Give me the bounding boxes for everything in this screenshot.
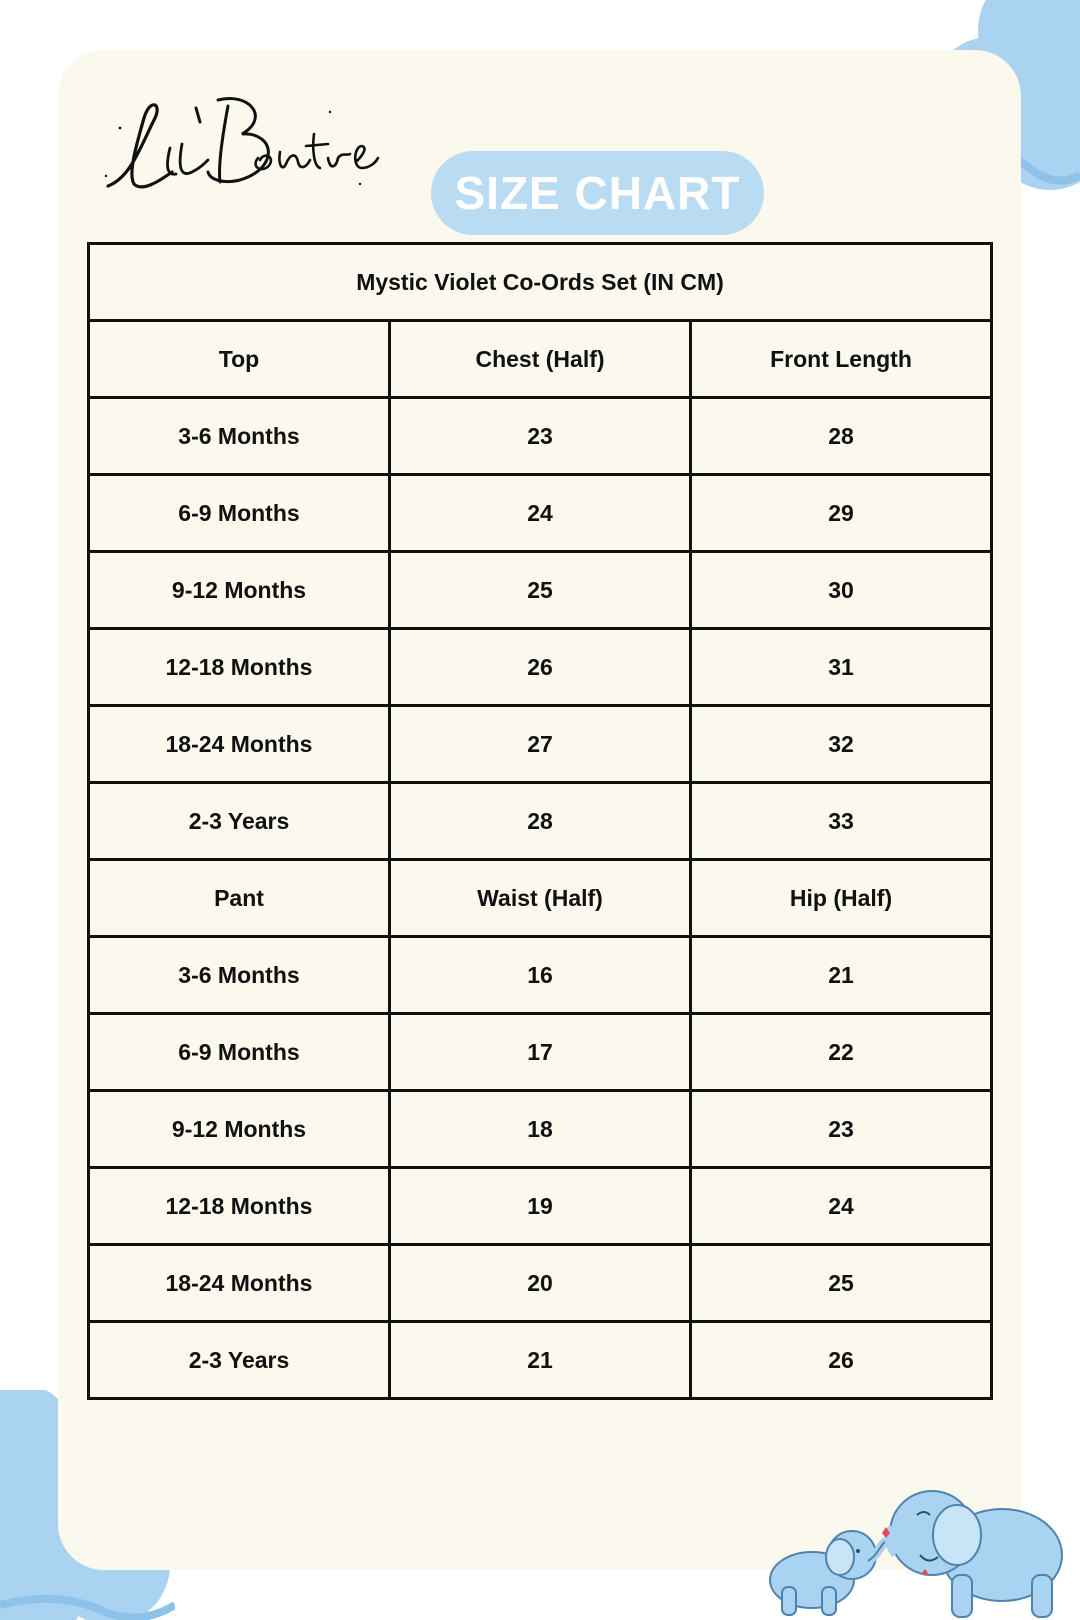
measurement-value: 22 <box>691 1014 992 1091</box>
table-row <box>89 1168 992 1245</box>
measurement-value: 23 <box>691 1091 992 1168</box>
table-row <box>89 398 992 475</box>
table-row <box>89 1245 992 1322</box>
column-header: Top <box>89 321 390 398</box>
measurement-value: 27 <box>390 706 691 783</box>
table-row <box>89 629 992 706</box>
size-label: 2-3 Years <box>89 783 390 860</box>
column-header: Waist (Half) <box>390 860 691 937</box>
measurement-value: 18 <box>390 1091 691 1168</box>
measurement-value: 25 <box>390 552 691 629</box>
table-row <box>89 1014 992 1091</box>
table-row <box>89 783 992 860</box>
size-label: 6-9 Months <box>89 1014 390 1091</box>
measurement-value: 28 <box>691 398 992 475</box>
top-header-row <box>89 321 992 398</box>
column-header: Hip (Half) <box>691 860 992 937</box>
size-label: 9-12 Months <box>89 552 390 629</box>
measurement-value: 24 <box>390 475 691 552</box>
size-label: 12-18 Months <box>89 629 390 706</box>
measurement-value: 25 <box>691 1245 992 1322</box>
size-chart-title: SIZE CHART <box>431 151 764 235</box>
size-label: 6-9 Months <box>89 475 390 552</box>
pant-header-row <box>89 860 992 937</box>
brand-logo <box>100 88 380 200</box>
measurement-value: 20 <box>390 1245 691 1322</box>
measurement-value: 32 <box>691 706 992 783</box>
table-row <box>89 1322 992 1399</box>
column-header: Pant <box>89 860 390 937</box>
measurement-value: 23 <box>390 398 691 475</box>
table-title-row <box>89 244 992 321</box>
table-row <box>89 1091 992 1168</box>
size-label: 9-12 Months <box>89 1091 390 1168</box>
measurement-value: 28 <box>390 783 691 860</box>
measurement-value: 21 <box>691 937 992 1014</box>
table-row <box>89 706 992 783</box>
size-table <box>87 242 993 1400</box>
elephant-icon <box>752 1475 1072 1620</box>
size-label: 3-6 Months <box>89 937 390 1014</box>
table-row <box>89 937 992 1014</box>
measurement-value: 30 <box>691 552 992 629</box>
table-row <box>89 552 992 629</box>
column-header: Chest (Half) <box>390 321 691 398</box>
measurement-value: 26 <box>691 1322 992 1399</box>
measurement-value: 26 <box>390 629 691 706</box>
size-label: 3-6 Months <box>89 398 390 475</box>
measurement-value: 24 <box>691 1168 992 1245</box>
measurement-value: 21 <box>390 1322 691 1399</box>
column-header: Front Length <box>691 321 992 398</box>
measurement-value: 17 <box>390 1014 691 1091</box>
table-row <box>89 475 992 552</box>
measurement-value: 16 <box>390 937 691 1014</box>
size-label: 18-24 Months <box>89 1245 390 1322</box>
size-label: 2-3 Years <box>89 1322 390 1399</box>
measurement-value: 29 <box>691 475 992 552</box>
measurement-value: 31 <box>691 629 992 706</box>
measurement-value: 33 <box>691 783 992 860</box>
size-label: 12-18 Months <box>89 1168 390 1245</box>
size-label: 18-24 Months <box>89 706 390 783</box>
measurement-value: 19 <box>390 1168 691 1245</box>
table-title: Mystic Violet Co-Ords Set (IN CM) <box>89 244 992 321</box>
